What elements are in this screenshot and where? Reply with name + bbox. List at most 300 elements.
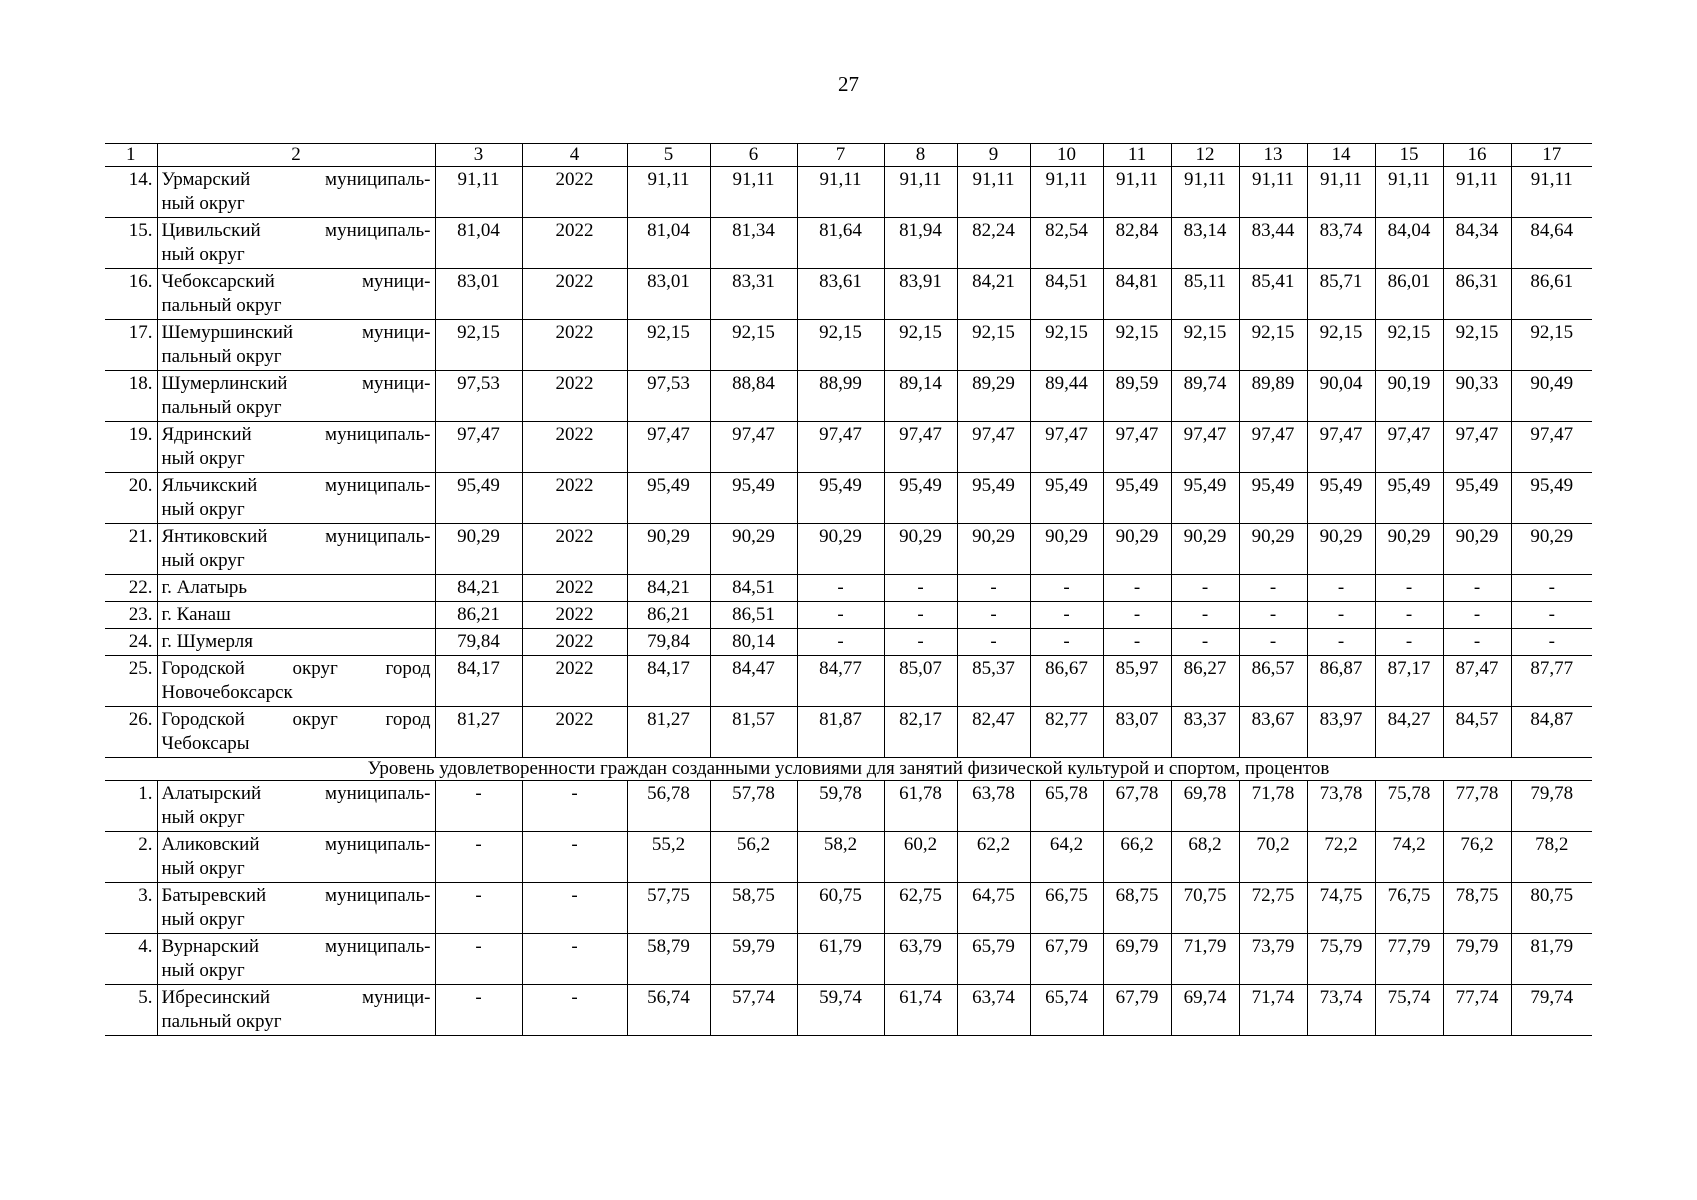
value-cell: - — [1171, 575, 1239, 602]
value-cell: 83,74 — [1307, 218, 1375, 269]
value-cell: 65,74 — [1030, 985, 1103, 1036]
table-row — [105, 602, 1592, 629]
table-row — [105, 167, 1592, 218]
value-cell: 87,17 — [1375, 656, 1443, 707]
value-cell: 90,29 — [1171, 524, 1239, 575]
row-name-line: пальный округ — [161, 1011, 282, 1032]
page-number: 27 — [838, 72, 859, 96]
row-name — [157, 781, 435, 832]
value-cell: 82,84 — [1103, 218, 1171, 269]
value-cell: 84,27 — [1375, 707, 1443, 758]
value-cell: - — [522, 832, 627, 883]
value-cell: 95,49 — [1307, 473, 1375, 524]
value-cell: 95,49 — [1171, 473, 1239, 524]
column-header: 10 — [1030, 144, 1103, 167]
value-cell: 83,97 — [1307, 707, 1375, 758]
row-name — [157, 473, 435, 524]
value-cell: 97,47 — [710, 422, 797, 473]
table-row — [105, 832, 1592, 883]
value-cell: 63,79 — [884, 934, 957, 985]
value-cell: 82,17 — [884, 707, 957, 758]
value-cell: 82,24 — [957, 218, 1030, 269]
row-number: 21. — [105, 524, 157, 575]
column-header: 8 — [884, 144, 957, 167]
row-name-line: Чебоксары — [161, 733, 250, 754]
value-cell: 60,75 — [797, 883, 884, 934]
value-cell: 91,11 — [1171, 167, 1239, 218]
value-cell: 79,84 — [435, 629, 522, 656]
value-cell: 75,74 — [1375, 985, 1443, 1036]
value-cell: 97,47 — [797, 422, 884, 473]
value-cell: 80,14 — [710, 629, 797, 656]
value-cell: - — [1443, 575, 1511, 602]
value-cell: 91,11 — [1375, 167, 1443, 218]
value-cell: 59,79 — [710, 934, 797, 985]
value-cell: 81,27 — [435, 707, 522, 758]
table-row — [105, 707, 1592, 758]
row-name-line: г. Алатырь — [161, 577, 248, 598]
row-name-line: Шумерлинский муници- — [161, 373, 431, 394]
value-cell: 79,79 — [1443, 934, 1511, 985]
value-cell: 84,57 — [1443, 707, 1511, 758]
value-cell: 73,78 — [1307, 781, 1375, 832]
value-cell: 62,2 — [957, 832, 1030, 883]
value-cell: 86,31 — [1443, 269, 1511, 320]
value-cell: 97,47 — [1239, 422, 1307, 473]
value-cell: 71,78 — [1239, 781, 1307, 832]
value-cell: 69,74 — [1171, 985, 1239, 1036]
row-name-line: Яльчикский муниципаль- — [161, 475, 431, 496]
column-header: 4 — [522, 144, 627, 167]
table-row — [105, 218, 1592, 269]
value-cell: - — [1171, 629, 1239, 656]
value-cell: 89,89 — [1239, 371, 1307, 422]
value-cell: 95,49 — [710, 473, 797, 524]
value-cell: 77,79 — [1375, 934, 1443, 985]
value-cell: - — [1375, 575, 1443, 602]
row-number: 15. — [105, 218, 157, 269]
value-cell: 90,29 — [1239, 524, 1307, 575]
value-cell: 73,79 — [1239, 934, 1307, 985]
value-cell: 79,74 — [1511, 985, 1592, 1036]
column-header: 9 — [957, 144, 1030, 167]
value-cell: - — [1239, 629, 1307, 656]
row-name-line: Городской округ город — [161, 658, 431, 679]
table-row — [105, 422, 1592, 473]
value-cell: 90,49 — [1511, 371, 1592, 422]
value-cell: - — [1103, 629, 1171, 656]
value-cell: 63,78 — [957, 781, 1030, 832]
table-row — [105, 320, 1592, 371]
value-cell: 59,78 — [797, 781, 884, 832]
value-cell: 2022 — [522, 167, 627, 218]
value-cell: 84,04 — [1375, 218, 1443, 269]
value-cell: 95,49 — [1511, 473, 1592, 524]
value-cell: 92,15 — [1375, 320, 1443, 371]
value-cell: 81,04 — [435, 218, 522, 269]
value-cell: 56,78 — [627, 781, 710, 832]
value-cell: 90,29 — [1030, 524, 1103, 575]
value-cell: - — [957, 629, 1030, 656]
value-cell: - — [1511, 629, 1592, 656]
value-cell: 80,75 — [1511, 883, 1592, 934]
value-cell: 84,47 — [710, 656, 797, 707]
value-cell: 92,15 — [1171, 320, 1239, 371]
value-cell: 77,74 — [1443, 985, 1511, 1036]
value-cell: - — [1307, 602, 1375, 629]
value-cell: 91,11 — [1511, 167, 1592, 218]
value-cell: 92,15 — [1103, 320, 1171, 371]
value-cell: 84,51 — [1030, 269, 1103, 320]
row-name — [157, 575, 435, 602]
value-cell: - — [1239, 602, 1307, 629]
value-cell: 82,54 — [1030, 218, 1103, 269]
value-cell: 95,49 — [627, 473, 710, 524]
value-cell: 90,29 — [1103, 524, 1171, 575]
value-cell: 92,15 — [710, 320, 797, 371]
value-cell: 95,49 — [1103, 473, 1171, 524]
value-cell: 67,79 — [1103, 985, 1171, 1036]
value-cell: 90,29 — [710, 524, 797, 575]
value-cell: 97,47 — [1030, 422, 1103, 473]
row-number: 4. — [105, 934, 157, 985]
row-name-line: ный округ — [161, 960, 245, 981]
value-cell: - — [1030, 575, 1103, 602]
value-cell: - — [957, 602, 1030, 629]
row-number: 18. — [105, 371, 157, 422]
value-cell: 85,07 — [884, 656, 957, 707]
row-name-line: Ядринский муниципаль- — [161, 424, 431, 445]
value-cell: - — [1511, 602, 1592, 629]
column-header: 12 — [1171, 144, 1239, 167]
row-name-line: пальный округ — [161, 397, 282, 418]
value-cell: 71,74 — [1239, 985, 1307, 1036]
row-name — [157, 422, 435, 473]
value-cell: 88,84 — [710, 371, 797, 422]
value-cell: 60,2 — [884, 832, 957, 883]
value-cell: 97,47 — [627, 422, 710, 473]
column-header: 15 — [1375, 144, 1443, 167]
row-number: 25. — [105, 656, 157, 707]
value-cell: 81,27 — [627, 707, 710, 758]
value-cell: 2022 — [522, 629, 627, 656]
value-cell: 90,33 — [1443, 371, 1511, 422]
row-number: 19. — [105, 422, 157, 473]
value-cell: - — [1103, 602, 1171, 629]
value-cell: 88,99 — [797, 371, 884, 422]
value-cell: - — [522, 934, 627, 985]
value-cell: 65,78 — [1030, 781, 1103, 832]
row-name — [157, 320, 435, 371]
value-cell: 79,78 — [1511, 781, 1592, 832]
value-cell: 89,59 — [1103, 371, 1171, 422]
row-name — [157, 656, 435, 707]
value-cell: - — [884, 602, 957, 629]
row-name-line: ный округ — [161, 858, 245, 879]
value-cell: - — [522, 781, 627, 832]
value-cell: 86,27 — [1171, 656, 1239, 707]
value-cell: 2022 — [522, 269, 627, 320]
value-cell: 91,11 — [710, 167, 797, 218]
row-name — [157, 602, 435, 629]
value-cell: 84,87 — [1511, 707, 1592, 758]
value-cell: 89,29 — [957, 371, 1030, 422]
row-name-line: г. Шумерля — [161, 631, 253, 652]
value-cell: 92,15 — [1307, 320, 1375, 371]
value-cell: 92,15 — [1443, 320, 1511, 371]
value-cell: 56,2 — [710, 832, 797, 883]
value-cell: 86,87 — [1307, 656, 1375, 707]
value-cell: 83,37 — [1171, 707, 1239, 758]
value-cell: 85,37 — [957, 656, 1030, 707]
row-name-line: Городской округ город — [161, 709, 431, 730]
value-cell: 75,79 — [1307, 934, 1375, 985]
row-name — [157, 832, 435, 883]
value-cell: 81,87 — [797, 707, 884, 758]
value-cell: 83,61 — [797, 269, 884, 320]
value-cell: 61,74 — [884, 985, 957, 1036]
value-cell: 83,44 — [1239, 218, 1307, 269]
row-name-line: Цивильский муниципаль- — [161, 220, 431, 241]
row-name — [157, 524, 435, 575]
value-cell: 91,11 — [1239, 167, 1307, 218]
value-cell: 85,41 — [1239, 269, 1307, 320]
value-cell: - — [435, 985, 522, 1036]
value-cell: 87,77 — [1511, 656, 1592, 707]
value-cell: 57,78 — [710, 781, 797, 832]
table-row — [105, 575, 1592, 602]
value-cell: 97,47 — [884, 422, 957, 473]
value-cell: 77,78 — [1443, 781, 1511, 832]
value-cell: 2022 — [522, 473, 627, 524]
row-number: 14. — [105, 167, 157, 218]
value-cell: 87,47 — [1443, 656, 1511, 707]
value-cell: 57,75 — [627, 883, 710, 934]
value-cell: 70,2 — [1239, 832, 1307, 883]
value-cell: 95,49 — [1239, 473, 1307, 524]
row-number: 16. — [105, 269, 157, 320]
row-name-line: пальный округ — [161, 295, 282, 316]
value-cell: 95,49 — [797, 473, 884, 524]
row-name-line: Алатырский муниципаль- — [161, 783, 431, 804]
row-name — [157, 218, 435, 269]
table-row — [105, 934, 1592, 985]
value-cell: 81,34 — [710, 218, 797, 269]
row-name-line: Чебоксарский муници- — [161, 271, 431, 292]
value-cell: 83,01 — [435, 269, 522, 320]
value-cell: 83,91 — [884, 269, 957, 320]
row-number: 23. — [105, 602, 157, 629]
value-cell: 97,47 — [1171, 422, 1239, 473]
value-cell: 97,47 — [1443, 422, 1511, 473]
table-row — [105, 656, 1592, 707]
value-cell: 81,94 — [884, 218, 957, 269]
row-number: 20. — [105, 473, 157, 524]
value-cell: 2022 — [522, 422, 627, 473]
value-cell: 97,53 — [435, 371, 522, 422]
value-cell: 75,78 — [1375, 781, 1443, 832]
row-number: 22. — [105, 575, 157, 602]
value-cell: 97,47 — [1511, 422, 1592, 473]
table-row — [105, 985, 1592, 1036]
value-cell: 2022 — [522, 371, 627, 422]
value-cell: 82,47 — [957, 707, 1030, 758]
row-name-line: ный округ — [161, 193, 245, 214]
value-cell: 61,78 — [884, 781, 957, 832]
value-cell: 2022 — [522, 524, 627, 575]
value-cell: 66,75 — [1030, 883, 1103, 934]
value-cell: 56,74 — [627, 985, 710, 1036]
value-cell: 84,81 — [1103, 269, 1171, 320]
row-name-line: ный округ — [161, 244, 245, 265]
value-cell: 58,2 — [797, 832, 884, 883]
value-cell: 82,77 — [1030, 707, 1103, 758]
value-cell: 95,49 — [884, 473, 957, 524]
row-name-line: Батыревский муниципаль- — [161, 885, 431, 906]
value-cell: - — [522, 883, 627, 934]
value-cell: 78,75 — [1443, 883, 1511, 934]
value-cell: 74,2 — [1375, 832, 1443, 883]
value-cell: 83,01 — [627, 269, 710, 320]
table-row — [105, 629, 1592, 656]
value-cell: 92,15 — [1511, 320, 1592, 371]
value-cell: 91,11 — [1443, 167, 1511, 218]
value-cell: - — [1307, 575, 1375, 602]
row-number: 2. — [105, 832, 157, 883]
value-cell: 89,14 — [884, 371, 957, 422]
value-cell: 55,2 — [627, 832, 710, 883]
value-cell: 85,11 — [1171, 269, 1239, 320]
value-cell: 2022 — [522, 575, 627, 602]
table-row — [105, 524, 1592, 575]
value-cell: 70,75 — [1171, 883, 1239, 934]
value-cell: - — [1307, 629, 1375, 656]
value-cell: 69,79 — [1103, 934, 1171, 985]
value-cell: - — [435, 781, 522, 832]
value-cell: 68,75 — [1103, 883, 1171, 934]
row-name — [157, 707, 435, 758]
value-cell: 68,2 — [1171, 832, 1239, 883]
value-cell: - — [1375, 602, 1443, 629]
value-cell: 71,79 — [1171, 934, 1239, 985]
column-header: 3 — [435, 144, 522, 167]
value-cell: - — [1103, 575, 1171, 602]
value-cell: 91,11 — [1103, 167, 1171, 218]
value-cell: 86,57 — [1239, 656, 1307, 707]
value-cell: - — [435, 883, 522, 934]
value-cell: 2022 — [522, 218, 627, 269]
data-table — [105, 143, 1592, 1036]
row-name-line: пальный округ — [161, 346, 282, 367]
value-cell: 84,77 — [797, 656, 884, 707]
value-cell: 78,2 — [1511, 832, 1592, 883]
value-cell: 90,29 — [884, 524, 957, 575]
value-cell: 63,74 — [957, 985, 1030, 1036]
value-cell: 72,75 — [1239, 883, 1307, 934]
value-cell: 57,74 — [710, 985, 797, 1036]
value-cell: 90,29 — [1307, 524, 1375, 575]
value-cell: 91,11 — [627, 167, 710, 218]
value-cell: 90,29 — [1511, 524, 1592, 575]
value-cell: 84,64 — [1511, 218, 1592, 269]
value-cell: 67,78 — [1103, 781, 1171, 832]
section-title: Уровень удовлетворенности граждан созданными условиями для занятий физической культурой и спортом, процентов — [105, 758, 1592, 781]
value-cell: 83,07 — [1103, 707, 1171, 758]
value-cell: 86,21 — [627, 602, 710, 629]
value-cell: 58,79 — [627, 934, 710, 985]
value-cell: 72,2 — [1307, 832, 1375, 883]
column-header: 6 — [710, 144, 797, 167]
row-name-line: ный округ — [161, 909, 245, 930]
row-number: 5. — [105, 985, 157, 1036]
value-cell: 97,47 — [435, 422, 522, 473]
row-name-line: ный округ — [161, 499, 245, 520]
section-row — [105, 758, 1592, 781]
value-cell: 90,29 — [1443, 524, 1511, 575]
value-cell: 83,67 — [1239, 707, 1307, 758]
value-cell: - — [1511, 575, 1592, 602]
value-cell: 84,17 — [435, 656, 522, 707]
value-cell: 91,11 — [1307, 167, 1375, 218]
value-cell: - — [1443, 629, 1511, 656]
value-cell: - — [435, 832, 522, 883]
value-cell: 86,51 — [710, 602, 797, 629]
row-number: 26. — [105, 707, 157, 758]
value-cell: 81,79 — [1511, 934, 1592, 985]
row-name-line: Ибресинский муници- — [161, 987, 431, 1008]
value-cell: 89,74 — [1171, 371, 1239, 422]
column-header: 17 — [1511, 144, 1592, 167]
value-cell: 2022 — [522, 656, 627, 707]
value-cell: - — [1030, 602, 1103, 629]
value-cell: 83,31 — [710, 269, 797, 320]
value-cell: - — [522, 985, 627, 1036]
value-cell: - — [435, 934, 522, 985]
value-cell: 76,2 — [1443, 832, 1511, 883]
table-row — [105, 781, 1592, 832]
value-cell: 86,01 — [1375, 269, 1443, 320]
row-name — [157, 883, 435, 934]
row-name-line: Янтиковский муниципаль- — [161, 526, 431, 547]
value-cell: 84,51 — [710, 575, 797, 602]
value-cell: 66,2 — [1103, 832, 1171, 883]
row-name-line: ный округ — [161, 448, 245, 469]
value-cell: 95,49 — [1443, 473, 1511, 524]
row-name — [157, 269, 435, 320]
value-cell: 2022 — [522, 707, 627, 758]
value-cell: 92,15 — [1239, 320, 1307, 371]
value-cell: 74,75 — [1307, 883, 1375, 934]
row-name — [157, 629, 435, 656]
value-cell: 84,21 — [627, 575, 710, 602]
row-number: 17. — [105, 320, 157, 371]
row-name — [157, 934, 435, 985]
value-cell: 90,29 — [627, 524, 710, 575]
value-cell: 92,15 — [957, 320, 1030, 371]
row-name-line: Новочебоксарск — [161, 682, 293, 703]
row-number: 1. — [105, 781, 157, 832]
value-cell: 2022 — [522, 602, 627, 629]
value-cell: 92,15 — [435, 320, 522, 371]
value-cell: - — [1030, 629, 1103, 656]
column-header: 5 — [627, 144, 710, 167]
value-cell: 95,49 — [957, 473, 1030, 524]
value-cell: 84,17 — [627, 656, 710, 707]
value-cell: 97,47 — [1375, 422, 1443, 473]
value-cell: - — [1375, 629, 1443, 656]
row-name — [157, 985, 435, 1036]
value-cell: - — [884, 575, 957, 602]
